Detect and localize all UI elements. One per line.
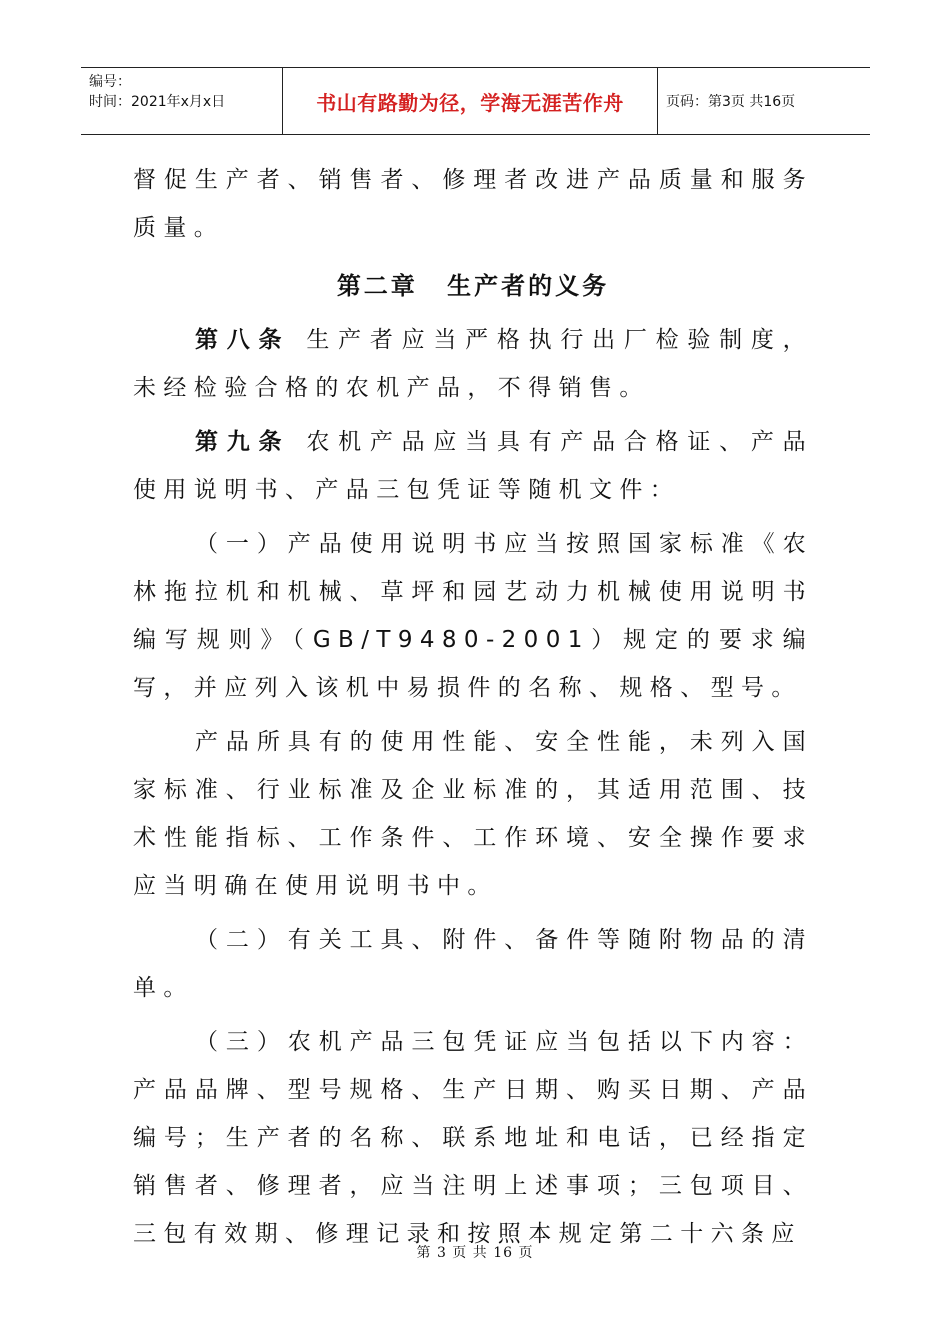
page-header <box>81 67 870 135</box>
clause-2: （二）有关工具、附件、备件等随附物品的清单。 <box>133 927 813 1001</box>
header-page-number: 页码：第3页 共16页 <box>666 94 796 110</box>
header-motto: 书山有路勤为径，学海无涯苦作舟 <box>283 68 658 134</box>
article-9-text: 农机产品应当具有产品合格证、产品使用说明书、产品三包凭证等随机文件： <box>133 429 813 503</box>
clause-3: （三）农机产品三包凭证应当包括以下内容：产品品牌、型号规格、生产日期、购买日期、产品编号；生产者的名称、联系地址和电话，已经指定销售者、修理者，应当注明上述事项；三包项目、三包有效期、修理记录和按照本规定第二十六条应 <box>133 1029 813 1247</box>
article-8-title: 第八条 <box>195 327 291 353</box>
clause-1: （一）产品使用说明书应当按照国家标准《农林拖拉机和机械、草坪和园艺动力机械使用说明书编写规则》（GB/T9480-2001）规定的要求编写，并应列入该机中易损件的名称、规格、型号。 <box>133 531 813 701</box>
chapter-heading: 第二章 生产者的义务 <box>336 272 610 300</box>
article-9-title: 第九条 <box>195 429 291 455</box>
clause-1-supplement: 产品所具有的使用性能、安全性能，未列入国家标准、行业标准及企业标准的，其适用范围、技术性能指标、工作条件、工作环境、安全操作要求应当明确在使用说明书中。 <box>133 729 813 899</box>
paragraph-continuation: 督促生产者、销售者、修理者改进产品质量和服务质量。 <box>133 167 813 241</box>
article-8 <box>133 316 813 412</box>
article-9 <box>133 418 813 514</box>
document-body <box>133 156 813 1258</box>
page-footer: 第 3 页 共 16 页 <box>416 1245 534 1261</box>
document-number-label: 编号： <box>89 74 131 90</box>
article-8-text: 生产者应当严格执行出厂检验制度，未经检验合格的农机产品，不得销售。 <box>133 327 813 401</box>
document-date-label: 时间：2021年x月x日 <box>89 94 226 110</box>
header-meta <box>81 68 283 134</box>
